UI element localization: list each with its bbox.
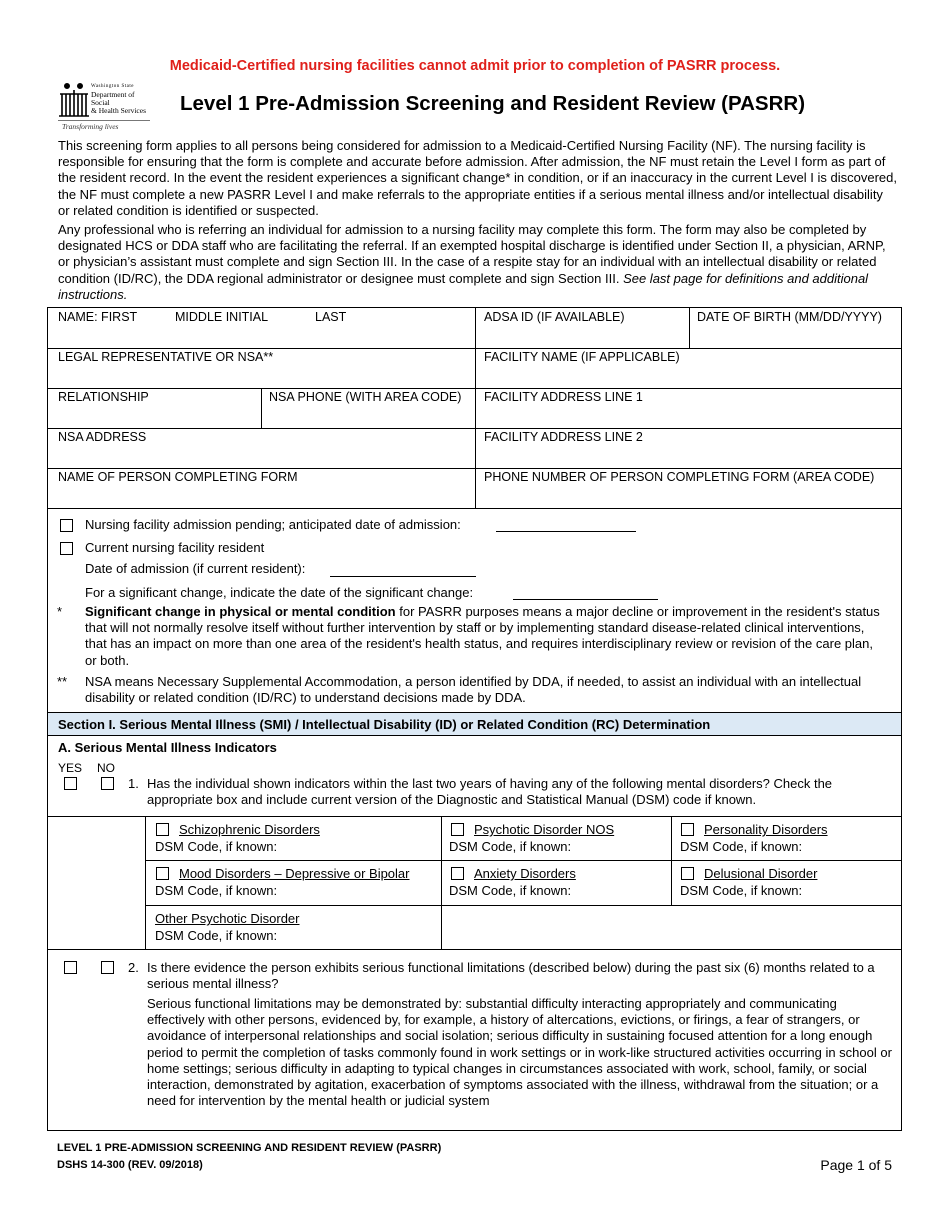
logo-dept-line-a: Department of Social [91,90,135,107]
relationship-field[interactable]: RELATIONSHIP [58,390,149,404]
row-divider [48,428,901,429]
mood-label: Mood Disorders – Depressive or Bipolar [179,866,410,881]
significant-change-text: for PASRR purposes means a major decline or improvement in the resident's status that will not normally resolve itself without further intervention by staff or by implementing standard disease-related clinical interventions, that has an impact on more than one area of the resident's health status, and requires interdisciplinary review or revision of the care plan, or both. [85,604,880,668]
name-middle-field[interactable]: MIDDLE INITIAL [175,310,269,324]
row-divider [145,860,901,861]
logo-rule [58,120,150,121]
footer-form-title: LEVEL 1 PRE-ADMISSION SCREENING AND RESIDENT REVIEW (PASRR) [57,1142,442,1154]
person-completing-field[interactable]: NAME OF PERSON COMPLETING FORM [58,470,298,484]
adsa-id-field[interactable]: ADSA ID (IF AVAILABLE) [484,310,625,324]
row-divider [48,816,901,817]
delusional-dsm-field[interactable]: DSM Code, if known: [680,883,803,898]
q2-no-checkbox[interactable] [101,961,114,974]
schizophrenic-checkbox[interactable] [156,823,169,836]
no-column-label: NO [97,761,115,775]
person-phone-field[interactable]: PHONE NUMBER OF PERSON COMPLETING FORM (AREA CODE) [484,470,875,484]
anxiety-checkbox[interactable] [451,867,464,880]
dob-field[interactable]: DATE OF BIRTH (MM/DD/YYYY) [697,310,882,324]
current-resident-label: Current nursing facility resident [85,540,265,555]
psychotic-nos-label: Psychotic Disorder NOS [474,822,615,837]
delusional-label: Delusional Disorder [704,866,818,881]
anxiety-label: Anxiety Disorders [474,866,576,881]
logo-tagline: Transforming lives [62,122,119,131]
admission-warning: Medicaid-Certified nursing facilities cannot admit prior to completion of PASRR process. [169,58,781,74]
q1-yes-checkbox[interactable] [64,777,77,790]
anxiety-dsm-field[interactable]: DSM Code, if known: [449,883,572,898]
double-asterisk-marker: ** [57,674,68,689]
asterisk-marker: * [57,604,63,619]
mood-dsm-field[interactable]: DSM Code, if known: [155,883,278,898]
column-divider [671,816,672,906]
personality-checkbox[interactable] [681,823,694,836]
footer-form-number: DSHS 14-300 (REV. 09/2018) [57,1159,203,1171]
anticipated-admission-date-input[interactable] [496,514,636,532]
smi-indicators-heading: A. Serious Mental Illness Indicators [58,740,277,755]
personality-dsm-field[interactable]: DSM Code, if known: [680,839,803,854]
q2-text: Is there evidence the person exhibits serious functional limitations (described below) during the past six (6) months related to a serious mental illness? [147,960,875,992]
facility-name-field[interactable]: FACILITY NAME (IF APPLICABLE) [484,350,680,364]
facility-address-1-field[interactable]: FACILITY ADDRESS LINE 1 [484,390,643,404]
pending-admission-checkbox[interactable] [60,519,73,532]
column-divider [145,816,146,949]
mood-checkbox[interactable] [156,867,169,880]
nsa-address-field[interactable]: NSA ADDRESS [58,430,147,444]
psychotic-nos-dsm-field[interactable]: DSM Code, if known: [449,839,572,854]
intro-paragraph-2-italic: See last page for definitions and additional instructions. [58,270,869,302]
form-grid [47,307,902,1131]
intro-paragraph-2-text: Any professional who is referring an individual for admission to a nursing facility may complete this form. The form may also be completed by designated HCS or DDA staff who are facilitating the referral. If an exempted hospital discharge is identified under Section II, a physician, ARNP, or physician’s assistant must complete and sign Section III. In the case of a respite stay for an individual with an intellectual disability or related condition (ID/RC), the DDA regional administrator or designee must complete and sign Section III. [58,222,886,286]
column-divider [441,816,442,949]
column-divider [261,388,262,428]
logo-dept-line-b: & Health Services [91,106,146,115]
row-divider [48,388,901,389]
dshs-logo-icon [58,82,90,118]
significant-change-label: For a significant change, indicate the date of the significant change: [85,585,474,600]
q1-no-checkbox[interactable] [101,777,114,790]
significant-change-definition [85,604,885,669]
pending-admission-label: Nursing facility admission pending; anticipated date of admission: [85,517,461,532]
other-psychotic-dsm-field[interactable]: DSM Code, if known: [155,928,278,943]
row-divider [48,348,901,349]
q2-number: 2. [128,960,139,975]
personality-label: Personality Disorders [704,822,828,837]
row-divider [48,508,901,509]
significant-change-term: Significant change in physical or mental condition [85,604,396,619]
page-number: Page 1 of 5 [820,1157,892,1173]
logo-state-text: Washington State [91,84,135,89]
facility-address-2-field[interactable]: FACILITY ADDRESS LINE 2 [484,430,643,444]
current-resident-checkbox[interactable] [60,542,73,555]
name-last-field[interactable]: LAST [315,310,347,324]
schizophrenic-dsm-field[interactable]: DSM Code, if known: [155,839,278,854]
psychotic-nos-checkbox[interactable] [451,823,464,836]
other-psychotic-label: Other Psychotic Disorder [155,911,300,926]
yes-column-label: YES [58,761,83,775]
q1-text: Has the individual shown indicators within the last two years of having any of the following mental disorders? Check the appropriate box and include current version of the Diagnostic and Statistical Manual (DSM) code if known. [147,776,833,808]
section-1-heading: Section I. Serious Mental Illness (SMI) / Intellectual Disability (ID) or Related Condition (RC) Determination [58,717,711,732]
nsa-definition: NSA means Necessary Supplemental Accommodation, a person identified by DDA, if needed, to assist an individual with an intellectual disability or related condition (ID/RC) to understand decisions made by DDA. [85,674,862,706]
row-divider [48,735,901,736]
column-divider [475,308,476,508]
dshs-logo [58,82,152,132]
row-divider [48,949,901,950]
delusional-checkbox[interactable] [681,867,694,880]
schizophrenic-label: Schizophrenic Disorders [179,822,320,837]
nsa-phone-field[interactable]: NSA PHONE (WITH AREA CODE) [269,390,462,404]
admission-date-label: Date of admission (if current resident): [85,561,306,576]
logo-dept-text [91,91,152,115]
row-divider [145,905,901,906]
admission-date-input[interactable] [330,560,476,577]
legal-rep-field[interactable]: LEGAL REPRESENTATIVE OR NSA** [58,350,274,364]
q1-number: 1. [128,776,139,791]
intro-paragraph-2 [58,222,898,303]
q2-yes-checkbox[interactable] [64,961,77,974]
name-first-field[interactable]: NAME: FIRST [58,310,138,324]
row-divider [48,468,901,469]
q2-detail: Serious functional limitations may be demonstrated by: substantial difficulty interacting appropriately and communicating effectively with other persons, evidenced by, for example, a history of altercations, evictions, or firings, a fear of strangers, or avoidance of interpersonal relationships and social isolation; serious difficulty in sustaining focused attention for a long enough period to permit the completion of tasks commonly found in work settings or in work-like structured activities occurring in school or home settings; serious difficulty in adapting to typical changes in circumstances associated with work, school, family, or social interaction, demonstrated by agitation, exacerbation of symptoms associated with the illness, withdrawal from the situation; or a need for intervention by the mental health or judicial system [147,996,892,1109]
form-title: Level 1 Pre-Admission Screening and Resident Review (PASRR) [180,92,806,115]
column-divider [689,308,690,348]
significant-change-date-input[interactable] [513,583,658,600]
intro-paragraph-1: This screening form applies to all persons being considered for admission to a Medicaid-Certified Nursing Facility (NF). The nursing facility is responsible for ensuring that the form is complete and accurate before admission. After admission, the NF must retain the Level I form as part of the resident record. In the event the resident experiences a significant change* in condition, or if an inaccuracy in the current Level I is discovered, the NF must complete a new PASRR Level I and make referrals to the appropriate entities if a serious mental illness and/or intellectual disability or related condition is identified or suspected. [58,138,897,218]
